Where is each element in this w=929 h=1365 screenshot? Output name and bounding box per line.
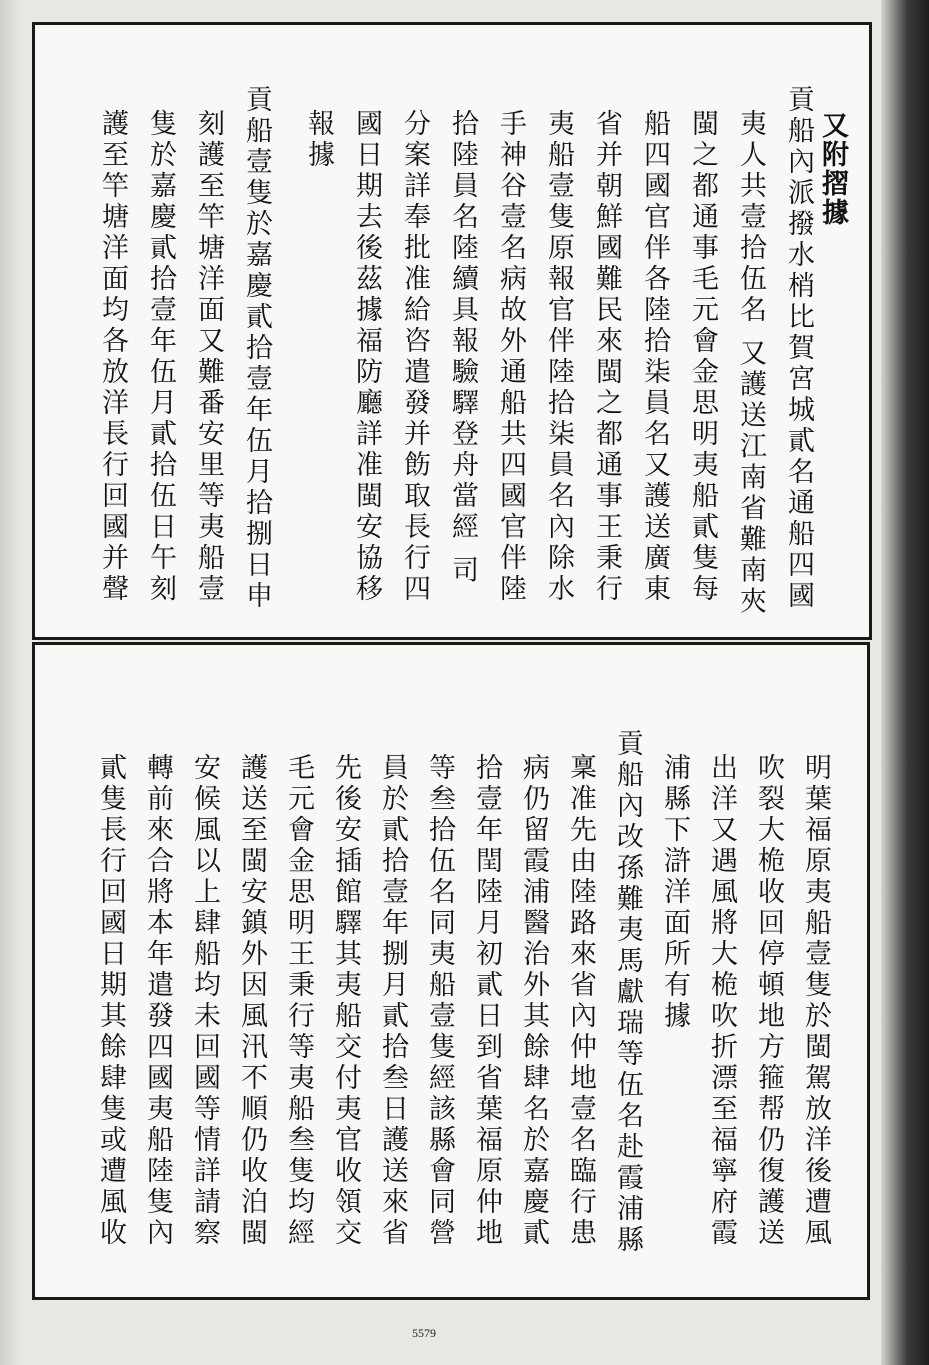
text-column: 拾壹年閏陸月初貳日到省葉福原仲地 — [471, 753, 502, 1249]
text-column: 省并朝鮮國難民來閩之都通事王秉行 — [591, 109, 622, 605]
text-column: 貳隻長行回國日期其餘肆隻或遭風收 — [95, 753, 126, 1249]
scan-left-edge — [0, 0, 20, 1365]
page-number: 5579 — [412, 1326, 436, 1340]
text-column: 明葉福原夷船壹隻於閩駕放洋後遭風 — [800, 753, 831, 1249]
text-column: 隻於嘉慶貳拾壹年伍月貳拾伍日午刻 — [145, 109, 176, 605]
text-column: 分案詳奉批准給咨遣發并飭取長行四 — [399, 109, 430, 605]
text-column: 國日期去後茲據福防廳詳准閩安協移 — [351, 109, 382, 605]
text-column: 出洋又遇風將大桅吹折漂至福寧府霞 — [706, 753, 737, 1249]
text-column: 轉前來合將本年遣發四國夷船陸隻內 — [142, 753, 173, 1249]
text-column: 貢船內派撥水梢比賀宮城貳名通船四國 — [783, 85, 814, 612]
text-column: 夷人共壹拾伍名 又護送江南省難南夾 — [735, 109, 766, 618]
text-column: 手神谷壹名病故外通船共四國官伴陸 — [495, 109, 526, 605]
text-column: 拾陸員名陸續具報驗驛登舟當經 司 — [447, 109, 478, 587]
text-column: 吹裂大桅收回停頓地方箍帮仍復護送 — [753, 753, 784, 1249]
top-document-panel — [32, 22, 872, 640]
text-column: 護送至閩安鎮外因風汛不順仍收泊閩 — [236, 753, 267, 1249]
text-column: 貢船壹隻於嘉慶貳拾壹年伍月拾捌日申 — [241, 85, 272, 612]
text-column: 先後安插館驛其夷船交付夷官收領交 — [330, 753, 361, 1249]
scan-binding-shadow — [881, 0, 929, 1365]
heading-text: 又附摺據 — [817, 111, 848, 227]
bottom-document-panel — [32, 642, 870, 1300]
text-column: 等叁拾伍名同夷船壹隻經該縣會同營 — [424, 753, 455, 1249]
text-column: 刻護至竿塘洋面又難番安里等夷船壹 — [193, 109, 224, 605]
text-column: 船四國官伴各陸拾柒員名又護送廣東 — [639, 109, 670, 605]
text-column: 浦縣下滸洋面所有據 — [659, 753, 690, 1032]
text-column: 病仍留霞浦醫治外其餘肆名於嘉慶貳 — [518, 753, 549, 1249]
text-column: 夷船壹隻原報官伴陸拾柒員名內除水 — [543, 109, 574, 605]
text-column: 毛元會金思明王秉行等夷船叁隻均經 — [283, 753, 314, 1249]
text-column: 員於貳拾壹年捌月貳拾叁日護送來省 — [377, 753, 408, 1249]
text-column: 報據 — [303, 109, 334, 171]
text-column: 貢船內改孫難夷馬獻瑞等伍名赴霞浦縣 — [612, 729, 643, 1256]
text-column: 稟准先由陸路來省內仲地壹名臨行患 — [565, 753, 596, 1249]
text-column: 閩之都通事毛元會金思明夷船貳隻每 — [687, 109, 718, 605]
text-column: 安候風以上肆船均未回國等情詳請察 — [189, 753, 220, 1249]
text-column: 護至竿塘洋面均各放洋長行回國并聲 — [97, 109, 128, 605]
